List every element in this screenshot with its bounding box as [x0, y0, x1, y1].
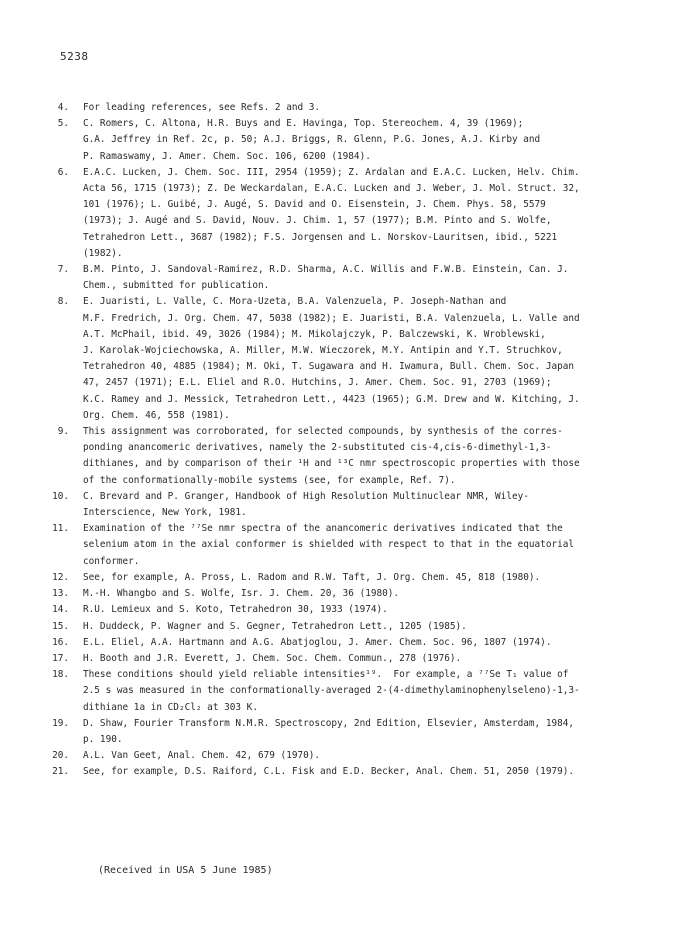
- reference-number: 11.: [52, 523, 69, 535]
- reference-number: 16.: [52, 636, 69, 648]
- reference-line: E.L. Eliel, A.A. Hartmann and A.G. Abatjoglou, J. Amer. Chem. Soc. 96, 1807 (1974).: [83, 636, 552, 648]
- reference-number: 5.: [57, 118, 69, 130]
- reference-number: 21.: [52, 766, 69, 778]
- reference-text: [83, 489, 646, 521]
- reference-line: conformer.: [83, 555, 140, 567]
- reference-line: of the conformationally-mobile systems (see, for example, Ref. 7).: [83, 474, 456, 486]
- reference-line: R.U. Lemieux and S. Koto, Tetrahedron 30, 1933 (1974).: [83, 604, 388, 616]
- reference-item: [46, 521, 646, 570]
- reference-line: P. Ramaswamy, J. Amer. Chem. Soc. 106, 6200 (1984).: [83, 150, 371, 162]
- reference-item: [46, 262, 646, 294]
- reference-line: ponding anancomeric derivatives, namely the 2-substituted cis-4,cis-6-dimethyl-1,3-: [83, 442, 552, 454]
- reference-line: C. Romers, C. Altona, H.R. Buys and E. Havinga, Top. Stereochem. 4, 39 (1969);: [83, 118, 524, 130]
- reference-line: E.A.C. Lucken, J. Chem. Soc. III, 2954 (1959); Z. Ardalan and E.A.C. Lucken, Helv. Chim.: [83, 166, 580, 178]
- reference-item: [46, 100, 646, 116]
- reference-line: 101 (1976); L. Guibé, J. Augé, S. David and O. Eisenstein, J. Chem. Phys. 58, 5579: [83, 199, 546, 211]
- reference-item: [46, 716, 646, 748]
- reference-item: [46, 489, 646, 521]
- reference-item: [46, 424, 646, 489]
- reference-line: 2.5 s was measured in the conformationally-averaged 2-(4-dimethylaminophenylseleno)-1,3-: [83, 685, 580, 697]
- reference-line: Acta 56, 1715 (1973); Z. De Weckardalan, E.A.C. Lucken and J. Weber, J. Mol. Struct. 32,: [83, 183, 580, 195]
- reference-line: This assignment was corroborated, for selected compounds, by synthesis of the corres-: [83, 426, 563, 438]
- reference-line: B.M. Pinto, J. Sandoval-Ramirez, R.D. Sharma, A.C. Willis and F.W.B. Einstein, Can. J.: [83, 264, 569, 276]
- reference-line: C. Brevard and P. Granger, Handbook of High Resolution Multinuclear NMR, Wiley-: [83, 490, 529, 502]
- reference-text: [83, 521, 646, 570]
- reference-text: [83, 424, 646, 489]
- reference-line: E. Juaristi, L. Valle, C. Mora-Uzeta, B.A. Valenzuela, P. Joseph-Nathan and: [83, 296, 507, 308]
- reference-line: Interscience, New York, 1981.: [83, 507, 247, 519]
- reference-number: 12.: [52, 571, 69, 583]
- reference-number: 15.: [52, 620, 69, 632]
- received-date-note: (Received in USA 5 June 1985): [98, 865, 273, 876]
- reference-item: [46, 586, 646, 602]
- reference-line: D. Shaw, Fourier Transform N.M.R. Spectroscopy, 2nd Edition, Elsevier, Amsterdam, 1984,: [83, 717, 575, 729]
- reference-item: [46, 635, 646, 651]
- reference-line: p. 190.: [83, 733, 123, 745]
- reference-line: (1982).: [83, 247, 123, 259]
- reference-number: 18.: [52, 669, 69, 681]
- reference-text: [83, 748, 646, 764]
- reference-line: J. Karolak-Wojciechowska, A. Miller, M.W. Wieczorek, M.Y. Antipin and Y.T. Struchkov,: [83, 345, 563, 357]
- reference-item: [46, 602, 646, 618]
- reference-text: [83, 667, 646, 716]
- reference-line: Examination of the ⁷⁷Se nmr spectra of the anancomeric derivatives indicated that the: [83, 523, 563, 535]
- reference-text: [83, 651, 646, 667]
- reference-number: 14.: [52, 604, 69, 616]
- reference-item: [46, 570, 646, 586]
- reference-list: [46, 100, 646, 781]
- reference-line: See, for example, D.S. Raiford, C.L. Fisk and E.D. Becker, Anal. Chem. 51, 2050 (1979).: [83, 766, 575, 778]
- reference-number: 19.: [52, 717, 69, 729]
- reference-item: [46, 116, 646, 165]
- reference-text: [83, 635, 646, 651]
- reference-line: (1973); J. Augé and S. David, Nouv. J. Chim. 1, 57 (1977); B.M. Pinto and S. Wolfe,: [83, 215, 552, 227]
- reference-line: H. Duddeck, P. Wagner and S. Gegner, Tetrahedron Lett., 1205 (1985).: [83, 620, 467, 632]
- reference-text: [83, 716, 646, 748]
- reference-line: For leading references, see Refs. 2 and 3.: [83, 102, 321, 113]
- reference-line: A.T. McPhail, ibid. 49, 3026 (1984); M. Mikolajczyk, P. Balczewski, K. Wroblewski,: [83, 328, 546, 340]
- reference-line: M.F. Fredrich, J. Org. Chem. 47, 5038 (1982); E. Juaristi, B.A. Valenzuela, L. Valle and: [83, 312, 580, 324]
- reference-number: 8.: [57, 296, 69, 308]
- reference-number: 17.: [52, 652, 69, 664]
- reference-line: See, for example, A. Pross, L. Radom and R.W. Taft, J. Org. Chem. 45, 818 (1980).: [83, 571, 541, 583]
- reference-text: [83, 294, 646, 424]
- reference-number: 10.: [52, 490, 69, 502]
- reference-line: G.A. Jeffrey in Ref. 2c, p. 50; A.J. Briggs, R. Glenn, P.G. Jones, A.J. Kirby and: [83, 134, 541, 146]
- reference-number: 13.: [52, 588, 69, 600]
- reference-text: [83, 100, 646, 116]
- reference-item: [46, 619, 646, 635]
- reference-number: 4.: [57, 102, 69, 113]
- reference-line: Org. Chem. 46, 558 (1981).: [83, 409, 230, 421]
- reference-line: dithiane 1a in CD₂Cl₂ at 303 K.: [83, 701, 258, 713]
- reference-text: [83, 619, 646, 635]
- reference-line: Chem., submitted for publication.: [83, 280, 270, 292]
- reference-line: dithianes, and by comparison of their ¹H and ¹³C nmr spectroscopic properties with those: [83, 458, 580, 470]
- reference-line: Tetrahedron Lett., 3687 (1982); F.S. Jorgensen and L. Norskov-Lauritsen, ibid., 5221: [83, 231, 558, 243]
- reference-text: [83, 764, 646, 780]
- reference-item: [46, 667, 646, 716]
- reference-line: 47, 2457 (1971); E.L. Eliel and R.O. Hutchins, J. Amer. Chem. Soc. 91, 2703 (1969);: [83, 377, 552, 389]
- reference-line: K.C. Ramey and J. Messick, Tetrahedron Lett., 4423 (1965); G.M. Drew and W. Kitching, J.: [83, 393, 580, 405]
- reference-item: [46, 165, 646, 262]
- reference-line: These conditions should yield reliable intensities¹⁹. For example, a ⁷⁷Se T₁ value of: [83, 669, 569, 681]
- reference-line: H. Booth and J.R. Everett, J. Chem. Soc. Chem. Commun., 278 (1976).: [83, 652, 462, 664]
- reference-number: 20.: [52, 750, 69, 762]
- reference-item: [46, 651, 646, 667]
- reference-line: M.-H. Whangbo and S. Wolfe, Isr. J. Chem. 20, 36 (1980).: [83, 588, 400, 600]
- reference-text: [83, 116, 646, 165]
- reference-text: [83, 586, 646, 602]
- reference-item: [46, 764, 646, 780]
- reference-line: Tetrahedron 40, 4885 (1984); M. Oki, T. Sugawara and H. Iwamura, Bull. Chem. Soc. Japan: [83, 361, 575, 373]
- reference-number: 9.: [57, 426, 69, 438]
- reference-item: [46, 748, 646, 764]
- reference-number: 6.: [57, 166, 69, 178]
- reference-text: [83, 165, 646, 262]
- reference-text: [83, 262, 646, 294]
- reference-line: selenium atom in the axial conformer is shielded with respect to that in the equatorial: [83, 539, 575, 551]
- reference-line: A.L. Van Geet, Anal. Chem. 42, 679 (1970).: [83, 750, 321, 762]
- reference-text: [83, 602, 646, 618]
- reference-text: [83, 570, 646, 586]
- page-number: 5238: [60, 50, 89, 63]
- reference-number: 7.: [57, 264, 69, 276]
- reference-item: [46, 294, 646, 424]
